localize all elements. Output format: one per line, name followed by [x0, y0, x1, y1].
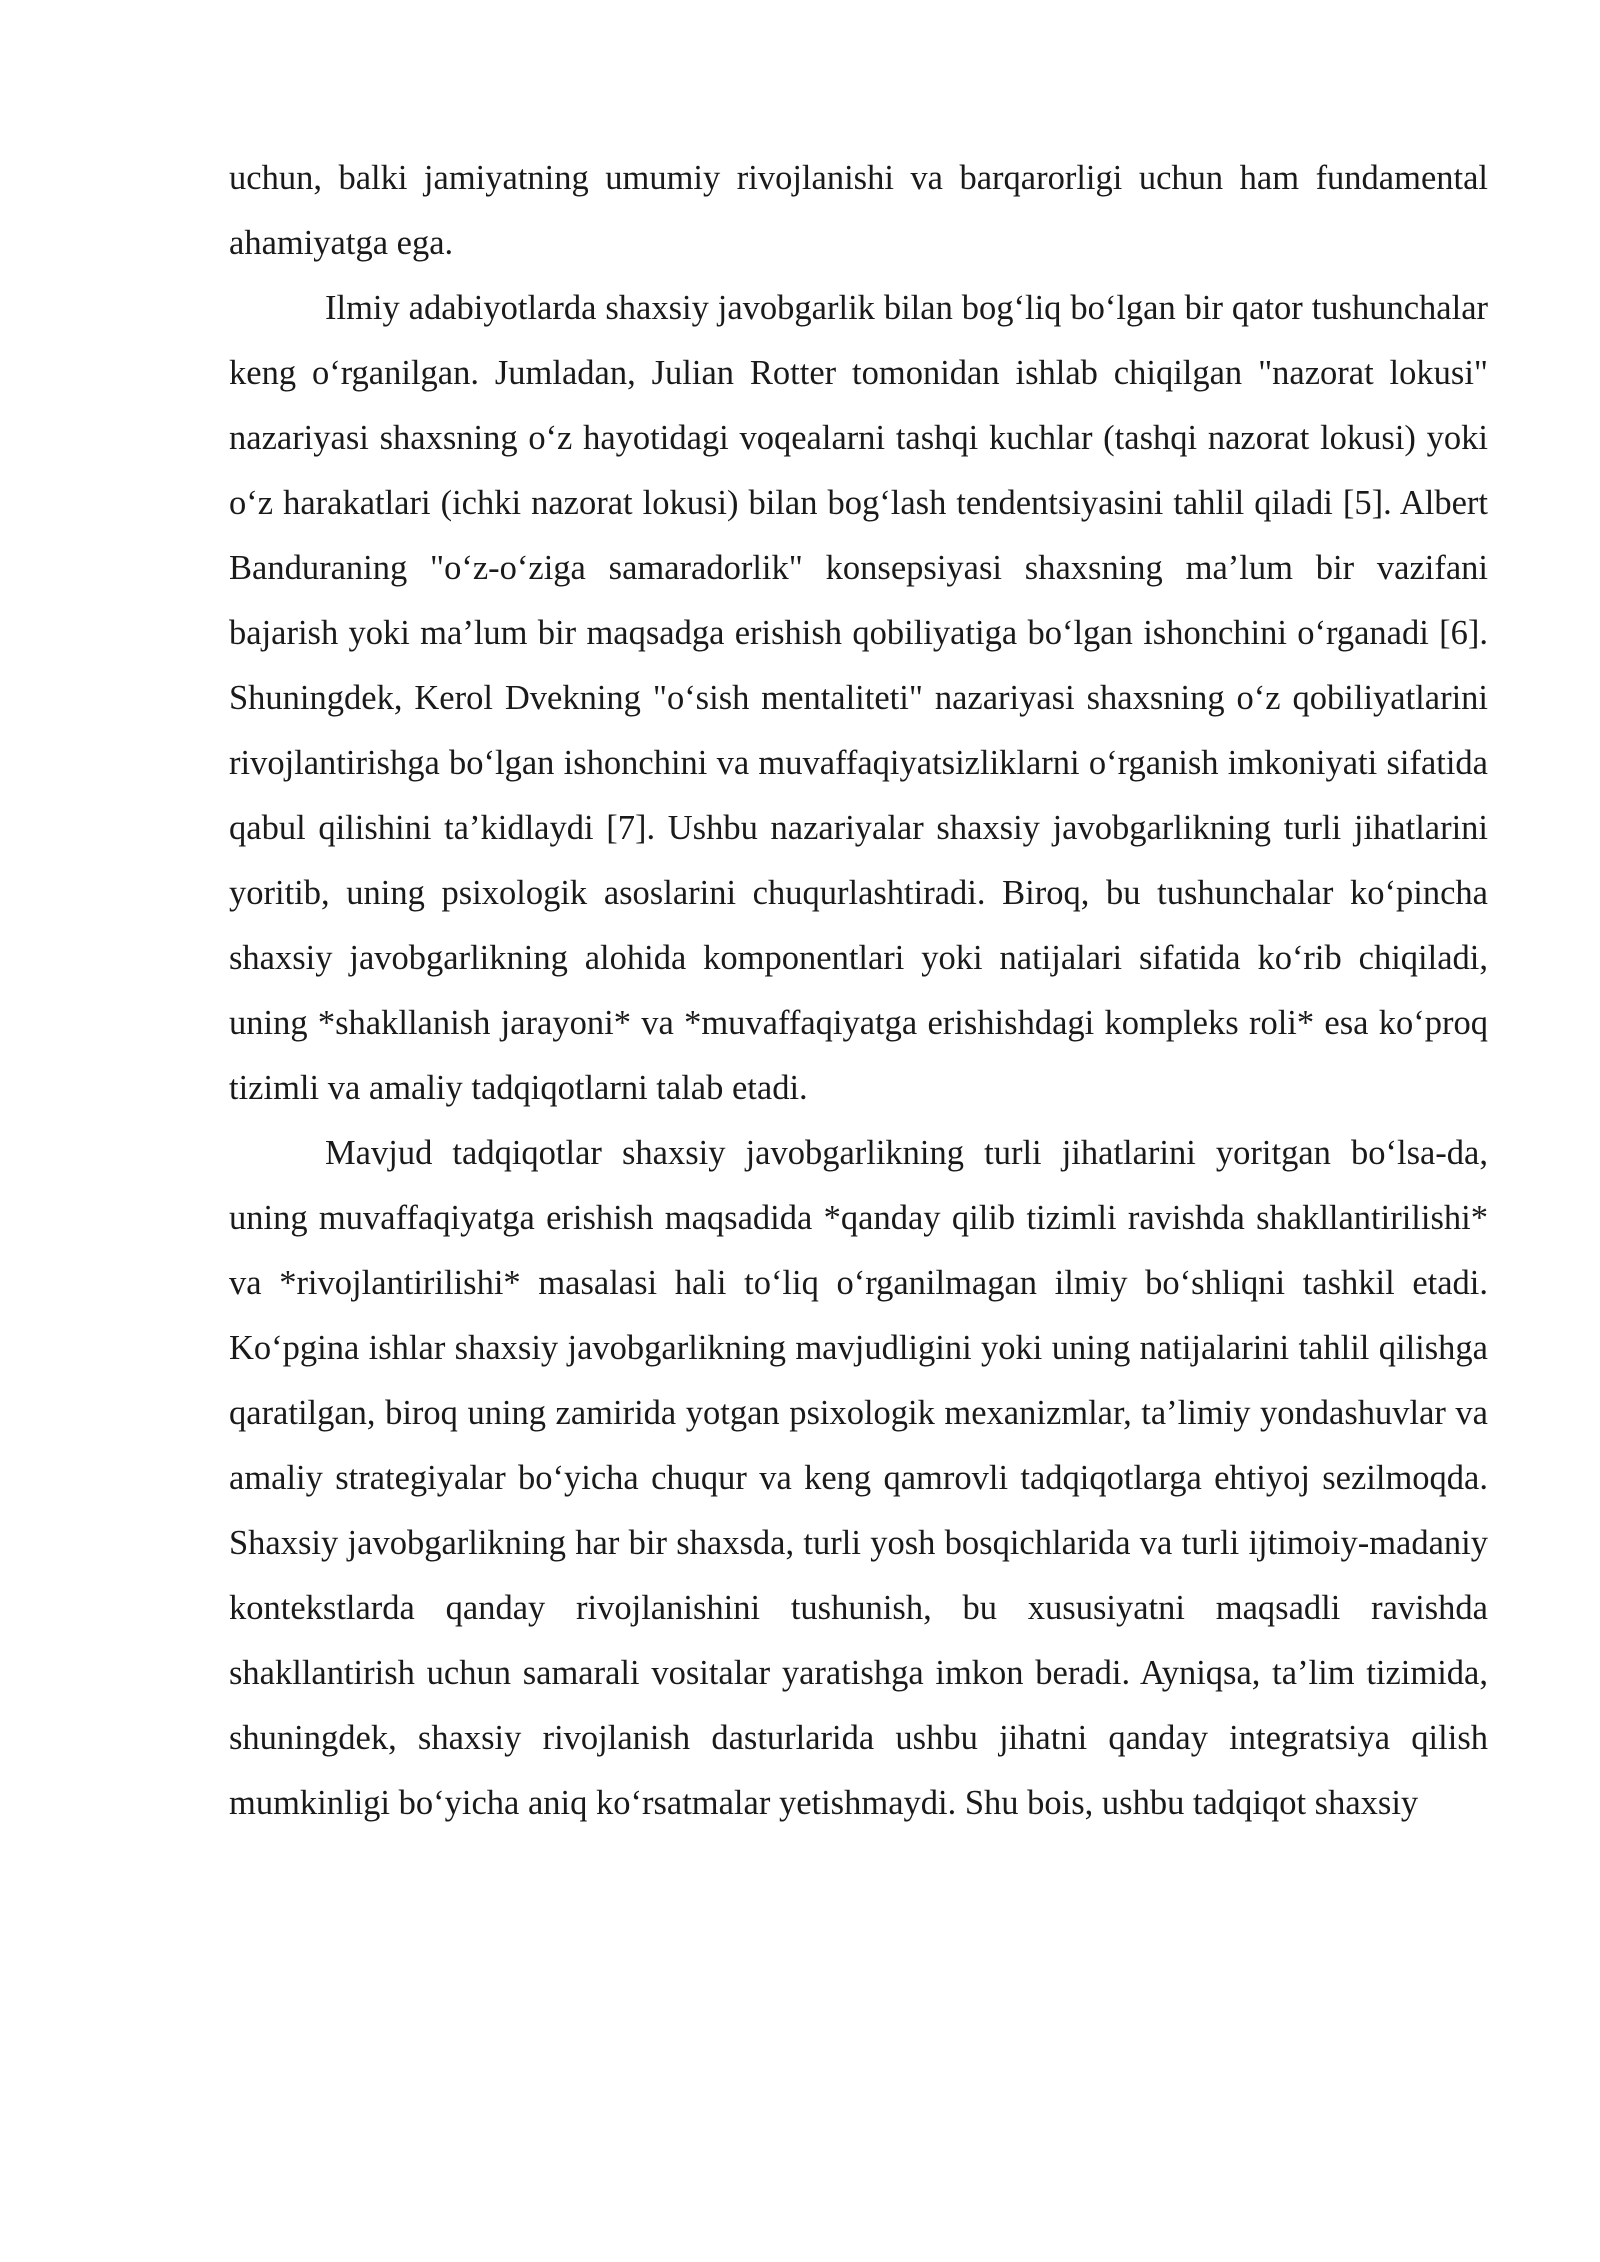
- paragraph-continuation: uchun, balki jamiyatning umumiy rivojlanishi va barqarorligi uchun ham fundamental ahamiyatga ega.: [229, 159, 1488, 262]
- body-text: [229, 146, 1488, 1836]
- paragraph-literature-review: Ilmiy adabiyotlarda shaxsiy javobgarlik bilan bog‘liq bo‘lgan bir qator tushunchalar keng o‘rganilgan. Jumladan, Julian Rotter tomonidan ishlab chiqilgan "nazorat lokusi" nazariyasi shaxsning o‘z hayotidagi voqealarni tashqi kuchlar (tashqi nazorat lokusi) yoki o‘z harakatlari (ichki nazorat lokusi) bilan bog‘lash tendentsiyasini tahlil qiladi [5]. Albert Banduraning "o‘z-o‘ziga samaradorlik" konsepsiyasi shaxsning ma’lum bir vazifani bajarish yoki ma’lum bir maqsadga erishish qobiliyatiga bo‘lgan ishonchini o‘rganadi [6]. Shuningdek, Kerol Dvekning "o‘sish mentaliteti" nazariyasi shaxsning o‘z qobiliyatlarini rivojlantirishga bo‘lgan ishonchini va muvaffaqiyatsizliklarni o‘rganish imkoniyati sifatida qabul qilishini ta’kidlaydi [7]. Ushbu nazariyalar shaxsiy javobgarlikning turli jihatlarini yoritib, uning psixologik asoslarini chuqurlashtiradi. Biroq, bu tushunchalar ko‘pincha shaxsiy javobgarlikning alohida komponentlari yoki natijalari sifatida ko‘rib chiqiladi, uning *shakllanish jarayoni* va *muvaffaqiyatga erishishdagi kompleks roli* esa ko‘proq tizimli va amaliy tadqiqotlarni talab etadi.: [229, 289, 1488, 1107]
- paragraph-research-gap: Mavjud tadqiqotlar shaxsiy javobgarlikning turli jihatlarini yoritgan bo‘lsa-da, uning muvaffaqiyatga erishish maqsadida *qanday qilib tizimli ravishda shakllantirilishi* va *rivojlantirilishi* masalasi hali to‘liq o‘rganilmagan ilmiy bo‘shliqni tashkil etadi. Ko‘pgina ishlar shaxsiy javobgarlikning mavjudligini yoki uning natijalarini tahlil qilishga qaratilgan, biroq uning zamirida yotgan psixologik mexanizmlar, ta’limiy yondashuvlar va amaliy strategiyalar bo‘yicha chuqur va keng qamrovli tadqiqotlarga ehtiyoj sezilmoqda. Shaxsiy javobgarlikning har bir shaxsda, turli yosh bosqichlarida va turli ijtimoiy-madaniy kontekstlarda qanday rivojlanishini tushunish, bu xususiyatni maqsadli ravishda shakllantirish uchun samarali vositalar yaratishga imkon beradi. Ayniqsa, ta’lim tizimida, shuningdek, shaxsiy rivojlanish dasturlarida ushbu jihatni qanday integratsiya qilish mumkinligi bo‘yicha aniq ko‘rsatmalar yetishmaydi. Shu bois, ushbu tadqiqot shaxsiy: [229, 1134, 1488, 1822]
